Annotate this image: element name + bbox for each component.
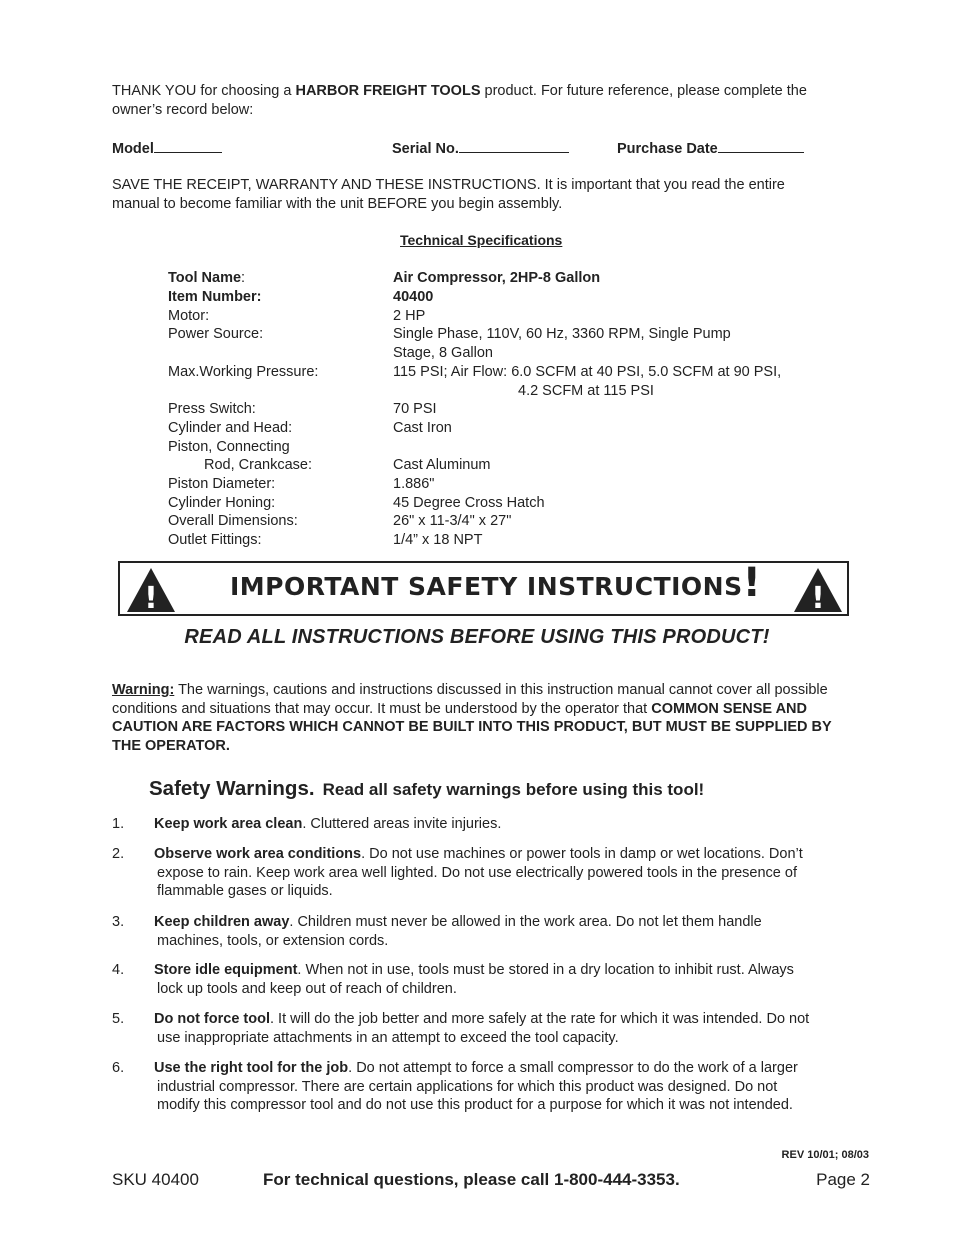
intro-paragraph	[112, 82, 872, 119]
spec-diameter-label: Piston Diameter:	[168, 476, 276, 492]
warning-triangle-icon	[793, 567, 843, 613]
spec-motor-label: Motor:	[168, 308, 210, 324]
warning-line2: conditions and situations that may occur. It must be understood by the operator that	[112, 700, 652, 717]
banner-exclamation: !	[742, 560, 762, 606]
footer-sku: SKU 40400	[112, 1170, 199, 1189]
banner-title	[230, 560, 762, 606]
spec-item-number-label: Item Number:	[168, 289, 262, 305]
spec-press-switch-label: Press Switch:	[168, 401, 256, 417]
spec-power-label: Power Source:	[168, 326, 264, 342]
spec-diameter-value: 1.886"	[393, 476, 435, 492]
purchase-date-blank[interactable]	[718, 138, 804, 153]
spec-cylinder-value: Cast Iron	[393, 420, 452, 436]
spec-piston-value: Cast Aluminum	[393, 457, 491, 473]
spec-power-value-2: Stage, 8 Gallon	[393, 345, 493, 361]
spec-dimensions-value: 26" x 11-3/4" x 27"	[393, 513, 512, 529]
model-label: Model	[112, 141, 154, 157]
warning-line3: CAUTION ARE FACTORS WHICH CANNOT BE BUILT INTO THIS PRODUCT, BUT MUST BE SUPPLIED BY	[112, 719, 832, 735]
warning-triangle-icon	[126, 567, 176, 613]
svg-text:!: !	[144, 581, 158, 613]
spec-honing-label: Cylinder Honing:	[168, 495, 276, 511]
revision-note: REV 10/01; 08/03	[781, 1149, 869, 1161]
warning-line4: THE OPERATOR.	[112, 737, 230, 754]
safety-banner	[118, 561, 849, 616]
spec-pressure-value-1: 115 PSI; Air Flow: 6.0 SCFM at 40 PSI, 5.0 SCFM at 90 PSI,	[393, 364, 782, 380]
warning-label: Warning:	[112, 682, 175, 698]
model-field[interactable]	[112, 138, 222, 157]
purchase-date-field[interactable]	[617, 138, 804, 157]
safety-warnings-subtitle: Read all safety warnings before using this tool!	[322, 780, 705, 799]
spec-press-switch-value: 70 PSI	[393, 401, 437, 417]
spec-tool-name-label: Tool Name:	[168, 270, 246, 286]
spec-honing-value: 45 Degree Cross Hatch	[393, 495, 545, 511]
model-blank[interactable]	[154, 138, 222, 153]
spec-piston-label-1: Piston, Connecting	[168, 439, 290, 455]
read-instructions-subheading: READ ALL INSTRUCTIONS BEFORE USING THIS PRODUCT!	[184, 626, 770, 648]
safety-warnings-heading	[149, 777, 704, 801]
warning-paragraph	[112, 681, 874, 755]
banner-title-text: IMPORTANT SAFETY INSTRUCTIONS	[230, 572, 743, 601]
spec-cylinder-label: Cylinder and Head:	[168, 420, 293, 436]
spec-tool-name-value: Air Compressor, 2HP-8 Gallon	[393, 270, 601, 286]
safety-warnings-title: Safety Warnings.	[149, 777, 315, 800]
spec-outlet-label: Outlet Fittings:	[168, 532, 262, 548]
spec-item-number-value: 40400	[393, 289, 434, 305]
warning-line2-bold: COMMON SENSE AND	[651, 700, 807, 717]
serial-label: Serial No.	[392, 141, 459, 157]
save-line2: manual to become familiar with the unit BEFORE you begin assembly.	[112, 195, 563, 212]
serial-field[interactable]	[392, 138, 569, 157]
serial-blank[interactable]	[459, 138, 569, 153]
spec-pressure-label: Max.Working Pressure:	[168, 364, 319, 380]
svg-text:!: !	[811, 581, 825, 613]
save-receipt-paragraph	[112, 176, 872, 213]
purchase-date-label: Purchase Date	[617, 141, 718, 157]
save-line1: SAVE THE RECEIPT, WARRANTY AND THESE INSTRUCTIONS. It is important that you read the entire	[112, 177, 785, 193]
intro-text-pre: THANK YOU for choosing a	[112, 83, 296, 99]
spec-outlet-value: 1/4” x 18 NPT	[393, 532, 483, 548]
specs-heading: Technical Specifications	[400, 232, 563, 248]
intro-text-post: product. For future reference, please complete the	[480, 83, 807, 99]
brand-name: HARBOR FREIGHT TOOLS	[295, 83, 481, 99]
intro-text-line2: owner’s record below:	[112, 101, 254, 118]
spec-pressure-value-2: 4.2 SCFM at 115 PSI	[518, 383, 654, 399]
footer-page-number: Page 2	[816, 1170, 870, 1189]
warning-line1: The warnings, cautions and instructions discussed in this instruction manual cannot cover all possible	[174, 682, 828, 698]
spec-piston-label-2: Rod, Crankcase:	[204, 457, 312, 473]
footer-phone: For technical questions, please call 1-800-444-3353.	[263, 1170, 680, 1189]
spec-dimensions-label: Overall Dimensions:	[168, 513, 298, 529]
spec-motor-value: 2 HP	[393, 308, 426, 324]
spec-power-value-1: Single Phase, 110V, 60 Hz, 3360 RPM, Single Pump	[393, 326, 731, 342]
